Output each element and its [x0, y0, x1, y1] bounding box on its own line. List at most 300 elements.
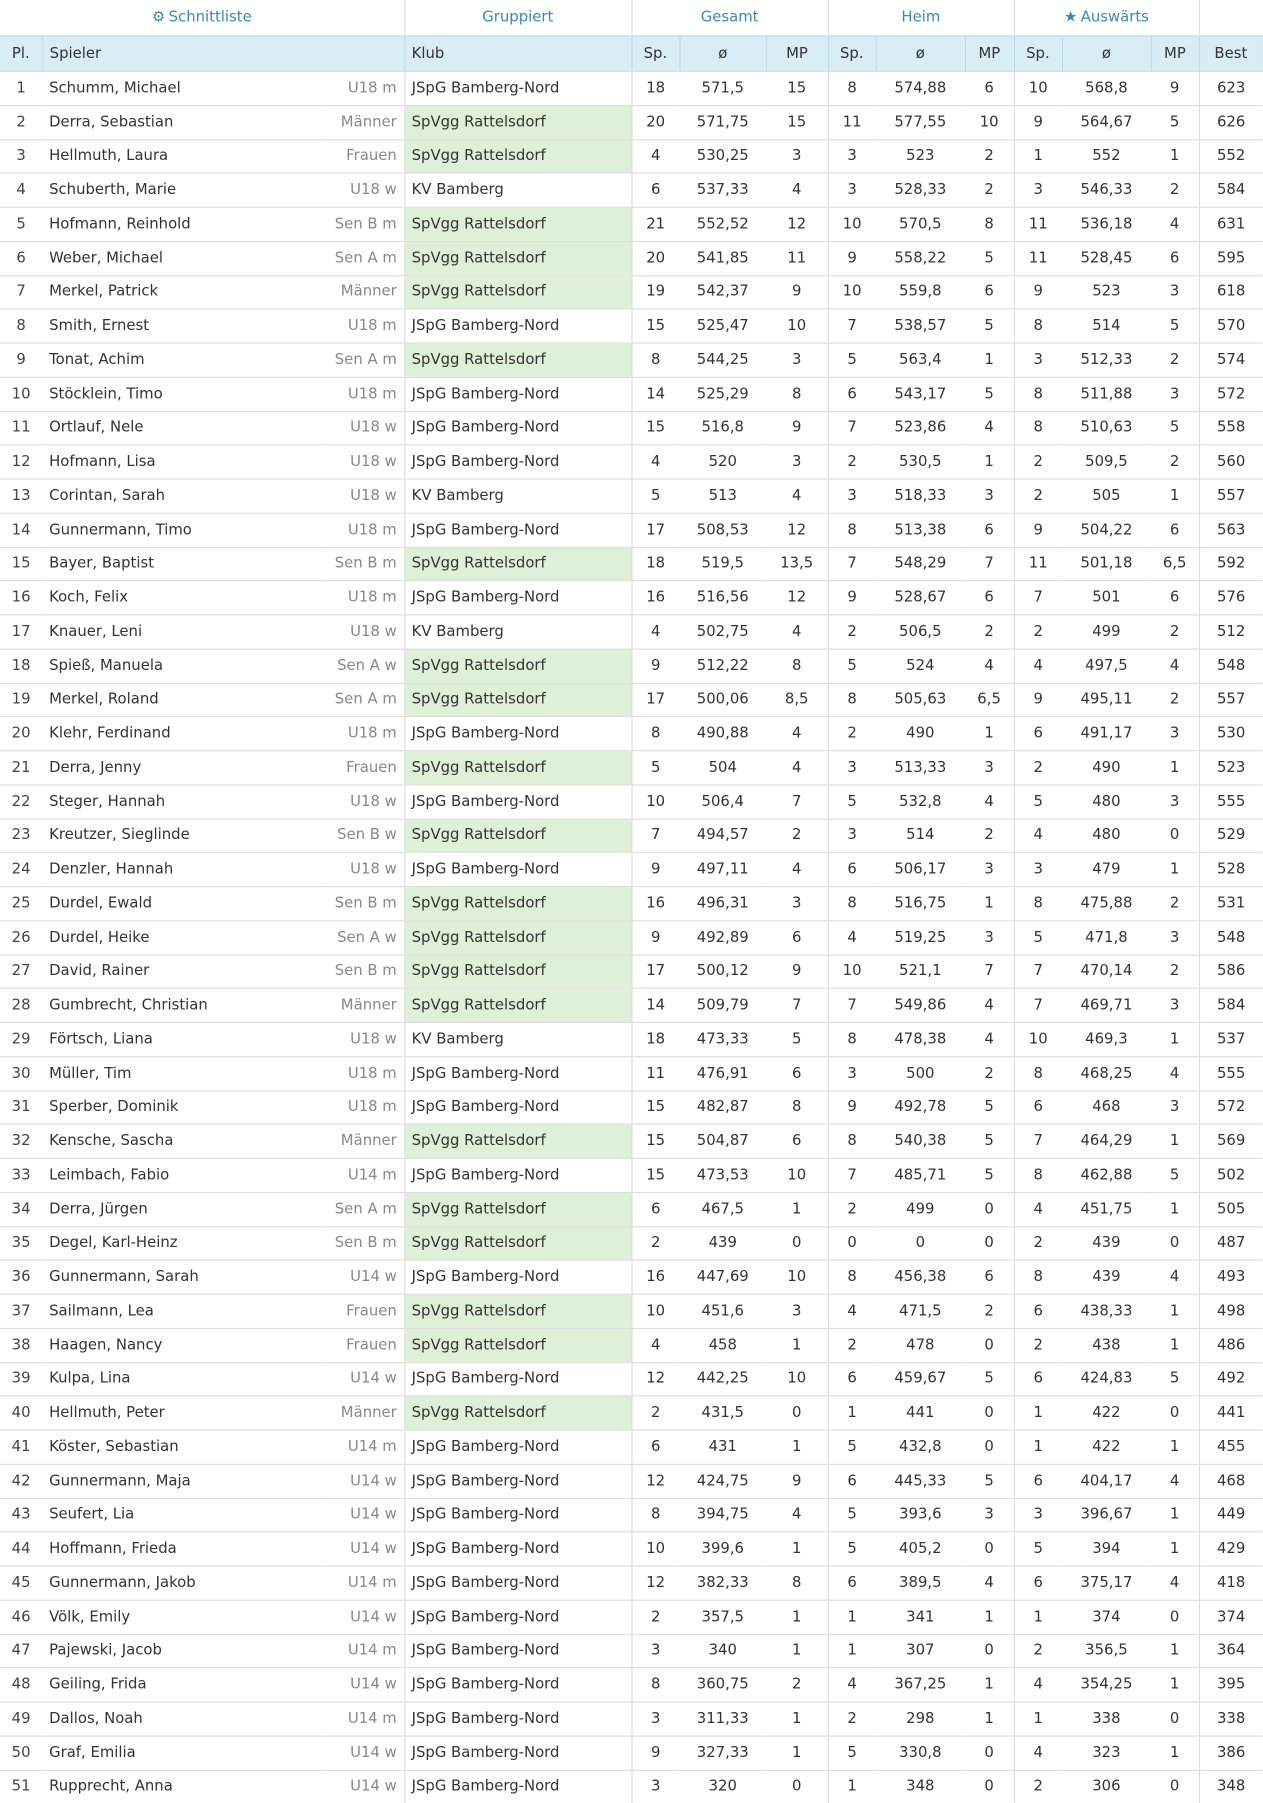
player-club: SpVgg Rattelsdorf: [404, 1328, 631, 1362]
table-row: [0, 1600, 1263, 1634]
auswaerts-mp: 4: [1151, 1566, 1199, 1600]
table-row: [0, 1260, 1263, 1294]
heim-mp: 8: [965, 207, 1014, 241]
gesamt-schnitt: 571,5: [679, 71, 766, 105]
player-class: U14 w: [328, 1464, 405, 1498]
heim-schnitt: 485,71: [876, 1158, 965, 1192]
player-class: U18 m: [328, 1090, 405, 1124]
heim-schnitt: 513,38: [876, 513, 965, 547]
auswaerts-mp: 1: [1151, 479, 1199, 513]
heim-spiele: 2: [828, 1702, 876, 1736]
heim-schnitt: 0: [876, 1226, 965, 1260]
auswaerts-schnitt: 510,63: [1062, 411, 1151, 445]
player-rank: 16: [0, 581, 42, 615]
heim-mp: 5: [965, 241, 1014, 275]
gesamt-mp: 9: [766, 1464, 828, 1498]
heim-mp: 2: [965, 615, 1014, 649]
gruppiert-link[interactable]: Gruppiert: [404, 0, 631, 36]
player-name: Schuberth, Marie: [42, 173, 327, 207]
heim-schnitt: 500: [876, 1056, 965, 1090]
heim-spiele: 4: [828, 921, 876, 955]
heim-spiele: 7: [828, 989, 876, 1023]
auswaerts-spiele: 11: [1014, 241, 1062, 275]
gesamt-mp: 8: [766, 377, 828, 411]
table-row: [0, 683, 1263, 717]
heim-spiele: 8: [828, 513, 876, 547]
heim-spiele: 8: [828, 1124, 876, 1158]
heim-schnitt: 530,5: [876, 445, 965, 479]
gesamt-mp: 1: [766, 1702, 828, 1736]
auswaerts-link[interactable]: [1014, 0, 1199, 36]
player-class: Männer: [328, 105, 405, 139]
gesamt-spiele: 16: [631, 581, 679, 615]
player-club: JSpG Bamberg-Nord: [404, 1158, 631, 1192]
player-name: Rupprecht, Anna: [42, 1770, 327, 1803]
table-row: [0, 1498, 1263, 1532]
auswaerts-mp: 1: [1151, 1328, 1199, 1362]
gesamt-mp: 0: [766, 1226, 828, 1260]
auswaerts-spiele: 6: [1014, 1362, 1062, 1396]
heim-spiele: 6: [828, 377, 876, 411]
bestwert: 455: [1199, 1430, 1263, 1464]
table-row: [0, 1396, 1263, 1430]
bestwert: 595: [1199, 241, 1263, 275]
player-rank: 33: [0, 1158, 42, 1192]
bestwert: 557: [1199, 683, 1263, 717]
auswaerts-mp: 2: [1151, 683, 1199, 717]
gesamt-schnitt: 530,25: [679, 139, 766, 173]
auswaerts-schnitt: 394: [1062, 1532, 1151, 1566]
star-icon: ★: [1063, 9, 1078, 27]
player-name: Knauer, Leni: [42, 615, 327, 649]
heim-spiele: 8: [828, 683, 876, 717]
heim-mp: 3: [965, 853, 1014, 887]
group-header-empty: [1199, 0, 1263, 36]
gesamt-schnitt: 320: [679, 1770, 766, 1803]
table-row: [0, 547, 1263, 581]
player-club: SpVgg Rattelsdorf: [404, 989, 631, 1023]
player-name: Gumbrecht, Christian: [42, 989, 327, 1023]
auswaerts-mp: 6,5: [1151, 547, 1199, 581]
gesamt-schnitt: 571,75: [679, 105, 766, 139]
table-row: [0, 751, 1263, 785]
auswaerts-schnitt: 422: [1062, 1430, 1151, 1464]
heim-spiele: 7: [828, 309, 876, 343]
player-class: U18 w: [328, 615, 405, 649]
gesamt-mp: 6: [766, 1124, 828, 1158]
player-club: SpVgg Rattelsdorf: [404, 751, 631, 785]
player-club: JSpG Bamberg-Nord: [404, 581, 631, 615]
heim-mp: 1: [965, 1600, 1014, 1634]
player-class: U18 w: [328, 785, 405, 819]
heim-schnitt: 478,38: [876, 1022, 965, 1056]
player-name: Spieß, Manuela: [42, 649, 327, 683]
heim-schnitt: 441: [876, 1396, 965, 1430]
auswaerts-mp: 0: [1151, 1396, 1199, 1430]
player-rank: 20: [0, 717, 42, 751]
player-club: SpVgg Rattelsdorf: [404, 547, 631, 581]
player-class: U18 m: [328, 581, 405, 615]
gesamt-schnitt: 516,56: [679, 581, 766, 615]
table-row: [0, 207, 1263, 241]
gesamt-spiele: 15: [631, 1090, 679, 1124]
player-rank: 41: [0, 1430, 42, 1464]
player-rank: 8: [0, 309, 42, 343]
table-row: [0, 377, 1263, 411]
player-class: U14 w: [328, 1260, 405, 1294]
gesamt-mp: 3: [766, 887, 828, 921]
col-header-heim-mp[interactable]: MP: [965, 36, 1014, 71]
heim-spiele: 2: [828, 615, 876, 649]
player-name: Pajewski, Jacob: [42, 1634, 327, 1668]
auswaerts-mp: 2: [1151, 955, 1199, 989]
heim-schnitt: 574,88: [876, 71, 965, 105]
heim-spiele: 3: [828, 139, 876, 173]
heim-spiele: 2: [828, 717, 876, 751]
table-row: [0, 343, 1263, 377]
gesamt-schnitt: 525,29: [679, 377, 766, 411]
auswaerts-mp: 6: [1151, 241, 1199, 275]
player-rank: 14: [0, 513, 42, 547]
auswaerts-mp: 4: [1151, 207, 1199, 241]
gesamt-schnitt: 476,91: [679, 1056, 766, 1090]
auswaerts-mp: 3: [1151, 921, 1199, 955]
player-club: JSpG Bamberg-Nord: [404, 1464, 631, 1498]
gesamt-spiele: 21: [631, 207, 679, 241]
auswaerts-mp: 2: [1151, 615, 1199, 649]
bestwert: 584: [1199, 173, 1263, 207]
table-row: [0, 921, 1263, 955]
player-club: JSpG Bamberg-Nord: [404, 785, 631, 819]
player-class: Männer: [328, 1396, 405, 1430]
gesamt-mp: 1: [766, 1600, 828, 1634]
auswaerts-mp: 3: [1151, 989, 1199, 1023]
table-row: [0, 71, 1263, 105]
player-name: Leimbach, Fabio: [42, 1158, 327, 1192]
table-row: [0, 819, 1263, 853]
auswaerts-spiele: 8: [1014, 1260, 1062, 1294]
heim-schnitt: 490: [876, 717, 965, 751]
heim-schnitt: 471,5: [876, 1294, 965, 1328]
player-club: JSpG Bamberg-Nord: [404, 445, 631, 479]
auswaerts-schnitt: 480: [1062, 819, 1151, 853]
bestwert: 530: [1199, 717, 1263, 751]
auswaerts-schnitt: 495,11: [1062, 683, 1151, 717]
player-rank: 13: [0, 479, 42, 513]
auswaerts-mp: 5: [1151, 105, 1199, 139]
gesamt-mp: 1: [766, 1736, 828, 1770]
heim-mp: 6: [965, 581, 1014, 615]
player-class: Sen B m: [328, 1226, 405, 1260]
table-row: [0, 513, 1263, 547]
heim-spiele: 3: [828, 819, 876, 853]
auswaerts-schnitt: 424,83: [1062, 1362, 1151, 1396]
player-rank: 34: [0, 1192, 42, 1226]
col-header-pl[interactable]: Pl.: [0, 36, 42, 71]
auswaerts-schnitt: 375,17: [1062, 1566, 1151, 1600]
player-rank: 26: [0, 921, 42, 955]
auswaerts-schnitt: 568,8: [1062, 71, 1151, 105]
gesamt-spiele: 12: [631, 1464, 679, 1498]
heim-schnitt: 432,8: [876, 1430, 965, 1464]
heim-spiele: 5: [828, 649, 876, 683]
heim-mp: 3: [965, 751, 1014, 785]
heim-schnitt: 524: [876, 649, 965, 683]
auswaerts-schnitt: 546,33: [1062, 173, 1151, 207]
player-name: Smith, Ernest: [42, 309, 327, 343]
gesamt-spiele: 5: [631, 751, 679, 785]
heim-schnitt: 543,17: [876, 377, 965, 411]
player-name: Derra, Jürgen: [42, 1192, 327, 1226]
player-club: JSpG Bamberg-Nord: [404, 309, 631, 343]
auswaerts-spiele: 1: [1014, 1600, 1062, 1634]
bestwert: 586: [1199, 955, 1263, 989]
table-row: [0, 1770, 1263, 1803]
gesamt-schnitt: 382,33: [679, 1566, 766, 1600]
gesamt-spiele: 20: [631, 241, 679, 275]
heim-schnitt: 478: [876, 1328, 965, 1362]
bestwert: 558: [1199, 411, 1263, 445]
bestwert: 552: [1199, 139, 1263, 173]
player-class: Sen B w: [328, 819, 405, 853]
auswaerts-mp: 1: [1151, 1634, 1199, 1668]
gesamt-mp: 1: [766, 1430, 828, 1464]
heim-mp: 0: [965, 1328, 1014, 1362]
col-header-best[interactable]: Best: [1199, 36, 1263, 71]
heim-spiele: 5: [828, 343, 876, 377]
player-class: U18 m: [328, 717, 405, 751]
heim-spiele: 10: [828, 207, 876, 241]
player-rank: 37: [0, 1294, 42, 1328]
gesamt-spiele: 2: [631, 1600, 679, 1634]
heim-schnitt: 559,8: [876, 275, 965, 309]
table-row: [0, 955, 1263, 989]
player-name: Sperber, Dominik: [42, 1090, 327, 1124]
gesamt-spiele: 3: [631, 1634, 679, 1668]
player-rank: 10: [0, 377, 42, 411]
auswaerts-schnitt: 468,25: [1062, 1056, 1151, 1090]
gesamt-mp: 8: [766, 1090, 828, 1124]
player-rank: 51: [0, 1770, 42, 1803]
heim-spiele: 6: [828, 1566, 876, 1600]
auswaerts-mp: 1: [1151, 1668, 1199, 1702]
heim-schnitt: 341: [876, 1600, 965, 1634]
auswaerts-mp: 1: [1151, 1430, 1199, 1464]
player-rank: 11: [0, 411, 42, 445]
gesamt-schnitt: 541,85: [679, 241, 766, 275]
heim-mp: 4: [965, 1566, 1014, 1600]
col-header-auswaerts-sp[interactable]: Sp.: [1014, 36, 1062, 71]
auswaerts-schnitt: 528,45: [1062, 241, 1151, 275]
heim-schnitt: 523: [876, 139, 965, 173]
col-header-heim-sp[interactable]: Sp.: [828, 36, 876, 71]
heim-mp: 4: [965, 411, 1014, 445]
gesamt-schnitt: 399,6: [679, 1532, 766, 1566]
auswaerts-spiele: 9: [1014, 513, 1062, 547]
gesamt-spiele: 17: [631, 955, 679, 989]
col-header-klub[interactable]: Klub: [404, 36, 631, 71]
auswaerts-mp: 5: [1151, 411, 1199, 445]
player-class: U14 w: [328, 1532, 405, 1566]
player-name: Degel, Karl-Heinz: [42, 1226, 327, 1260]
player-rank: 15: [0, 547, 42, 581]
heim-spiele: 6: [828, 853, 876, 887]
player-class: U14 w: [328, 1362, 405, 1396]
bestwert: 570: [1199, 309, 1263, 343]
player-class: Frauen: [328, 1328, 405, 1362]
auswaerts-mp: 0: [1151, 1770, 1199, 1803]
heim-mp: 0: [965, 1736, 1014, 1770]
player-class: U14 m: [328, 1158, 405, 1192]
player-class: U18 m: [328, 309, 405, 343]
col-header-gesamt-sp[interactable]: Sp.: [631, 36, 679, 71]
auswaerts-spiele: 6: [1014, 717, 1062, 751]
player-club: JSpG Bamberg-Nord: [404, 1260, 631, 1294]
player-name: Weber, Michael: [42, 241, 327, 275]
col-header-gesamt-mp[interactable]: MP: [766, 36, 828, 71]
gesamt-mp: 4: [766, 751, 828, 785]
gesamt-mp: 15: [766, 105, 828, 139]
player-rank: 40: [0, 1396, 42, 1430]
heim-schnitt: 330,8: [876, 1736, 965, 1770]
auswaerts-mp: 4: [1151, 1056, 1199, 1090]
table-row: [0, 1430, 1263, 1464]
bestwert: 626: [1199, 105, 1263, 139]
gesamt-mp: 4: [766, 615, 828, 649]
heim-schnitt: 499: [876, 1192, 965, 1226]
auswaerts-mp: 1: [1151, 1294, 1199, 1328]
player-name: Hellmuth, Laura: [42, 139, 327, 173]
player-club: SpVgg Rattelsdorf: [404, 921, 631, 955]
heim-spiele: 7: [828, 1158, 876, 1192]
gesamt-schnitt: 497,11: [679, 853, 766, 887]
player-class: U14 m: [328, 1566, 405, 1600]
gesamt-schnitt: 512,22: [679, 649, 766, 683]
col-header-heim-avg[interactable]: ø: [876, 36, 965, 71]
gesamt-mp: 2: [766, 1668, 828, 1702]
col-header-spieler[interactable]: Spieler: [42, 36, 404, 71]
gesamt-schnitt: 439: [679, 1226, 766, 1260]
auswaerts-spiele: 8: [1014, 309, 1062, 343]
auswaerts-mp: 2: [1151, 887, 1199, 921]
bestwert: 631: [1199, 207, 1263, 241]
heim-mp: 6: [965, 275, 1014, 309]
gesamt-schnitt: 431,5: [679, 1396, 766, 1430]
player-class: U18 m: [328, 377, 405, 411]
gesamt-spiele: 8: [631, 343, 679, 377]
heim-mp: 0: [965, 1532, 1014, 1566]
bestwert: 531: [1199, 887, 1263, 921]
player-class: Frauen: [328, 1294, 405, 1328]
bestwert: 529: [1199, 819, 1263, 853]
col-header-auswaerts-mp[interactable]: MP: [1151, 36, 1199, 71]
heim-schnitt: 307: [876, 1634, 965, 1668]
col-header-gesamt-avg[interactable]: ø: [679, 36, 766, 71]
table-row: [0, 1158, 1263, 1192]
player-rank: 5: [0, 207, 42, 241]
auswaerts-mp: 1: [1151, 853, 1199, 887]
table-row: [0, 1634, 1263, 1668]
gesamt-mp: 3: [766, 139, 828, 173]
auswaerts-schnitt: 480: [1062, 785, 1151, 819]
table-row: [0, 309, 1263, 343]
auswaerts-schnitt: 338: [1062, 1702, 1151, 1736]
heim-schnitt: 459,67: [876, 1362, 965, 1396]
table-row: [0, 1056, 1263, 1090]
heim-schnitt: 506,5: [876, 615, 965, 649]
heim-mp: 3: [965, 921, 1014, 955]
bestwert: 512: [1199, 615, 1263, 649]
gesamt-schnitt: 442,25: [679, 1362, 766, 1396]
player-club: SpVgg Rattelsdorf: [404, 1396, 631, 1430]
auswaerts-schnitt: 438,33: [1062, 1294, 1151, 1328]
auswaerts-spiele: 8: [1014, 377, 1062, 411]
player-name: Kulpa, Lina: [42, 1362, 327, 1396]
col-header-auswaerts-avg[interactable]: ø: [1062, 36, 1151, 71]
table-row: [0, 1090, 1263, 1124]
gesamt-schnitt: 431: [679, 1430, 766, 1464]
player-rank: 9: [0, 343, 42, 377]
auswaerts-mp: 4: [1151, 1260, 1199, 1294]
auswaerts-spiele: 7: [1014, 955, 1062, 989]
heim-spiele: 8: [828, 1022, 876, 1056]
table-row: [0, 615, 1263, 649]
player-name: Kreutzer, Sieglinde: [42, 819, 327, 853]
bestwert: 623: [1199, 71, 1263, 105]
bestwert: 338: [1199, 1702, 1263, 1736]
gesamt-schnitt: 506,4: [679, 785, 766, 819]
auswaerts-spiele: 7: [1014, 989, 1062, 1023]
gesamt-link[interactable]: Gesamt: [631, 0, 827, 36]
player-rank: 1: [0, 71, 42, 105]
schnittliste-link[interactable]: [0, 0, 404, 36]
heim-mp: 10: [965, 105, 1014, 139]
table-row: [0, 1022, 1263, 1056]
auswaerts-mp: 2: [1151, 445, 1199, 479]
heim-spiele: 5: [828, 1498, 876, 1532]
gesamt-mp: 15: [766, 71, 828, 105]
player-class: U14 w: [328, 1498, 405, 1532]
auswaerts-spiele: 2: [1014, 445, 1062, 479]
heim-spiele: 7: [828, 547, 876, 581]
player-club: KV Bamberg: [404, 1022, 631, 1056]
player-class: Sen B m: [328, 887, 405, 921]
gesamt-mp: 5: [766, 1022, 828, 1056]
auswaerts-spiele: 4: [1014, 649, 1062, 683]
heim-schnitt: 538,57: [876, 309, 965, 343]
heim-link[interactable]: Heim: [828, 0, 1014, 36]
auswaerts-spiele: 3: [1014, 173, 1062, 207]
player-name: Hoffmann, Frieda: [42, 1532, 327, 1566]
player-class: Männer: [328, 1124, 405, 1158]
player-class: Frauen: [328, 139, 405, 173]
schnittliste-label: Schnittliste: [168, 9, 252, 27]
heim-mp: 0: [965, 1192, 1014, 1226]
auswaerts-schnitt: 499: [1062, 615, 1151, 649]
auswaerts-mp: 5: [1151, 1158, 1199, 1192]
auswaerts-label: Auswärts: [1080, 9, 1149, 27]
auswaerts-mp: 1: [1151, 1124, 1199, 1158]
player-club: SpVgg Rattelsdorf: [404, 955, 631, 989]
gesamt-mp: 9: [766, 411, 828, 445]
auswaerts-spiele: 4: [1014, 819, 1062, 853]
auswaerts-spiele: 4: [1014, 1192, 1062, 1226]
player-rank: 3: [0, 139, 42, 173]
heim-mp: 4: [965, 649, 1014, 683]
player-club: JSpG Bamberg-Nord: [404, 1430, 631, 1464]
heim-schnitt: 367,25: [876, 1668, 965, 1702]
heim-spiele: 0: [828, 1226, 876, 1260]
